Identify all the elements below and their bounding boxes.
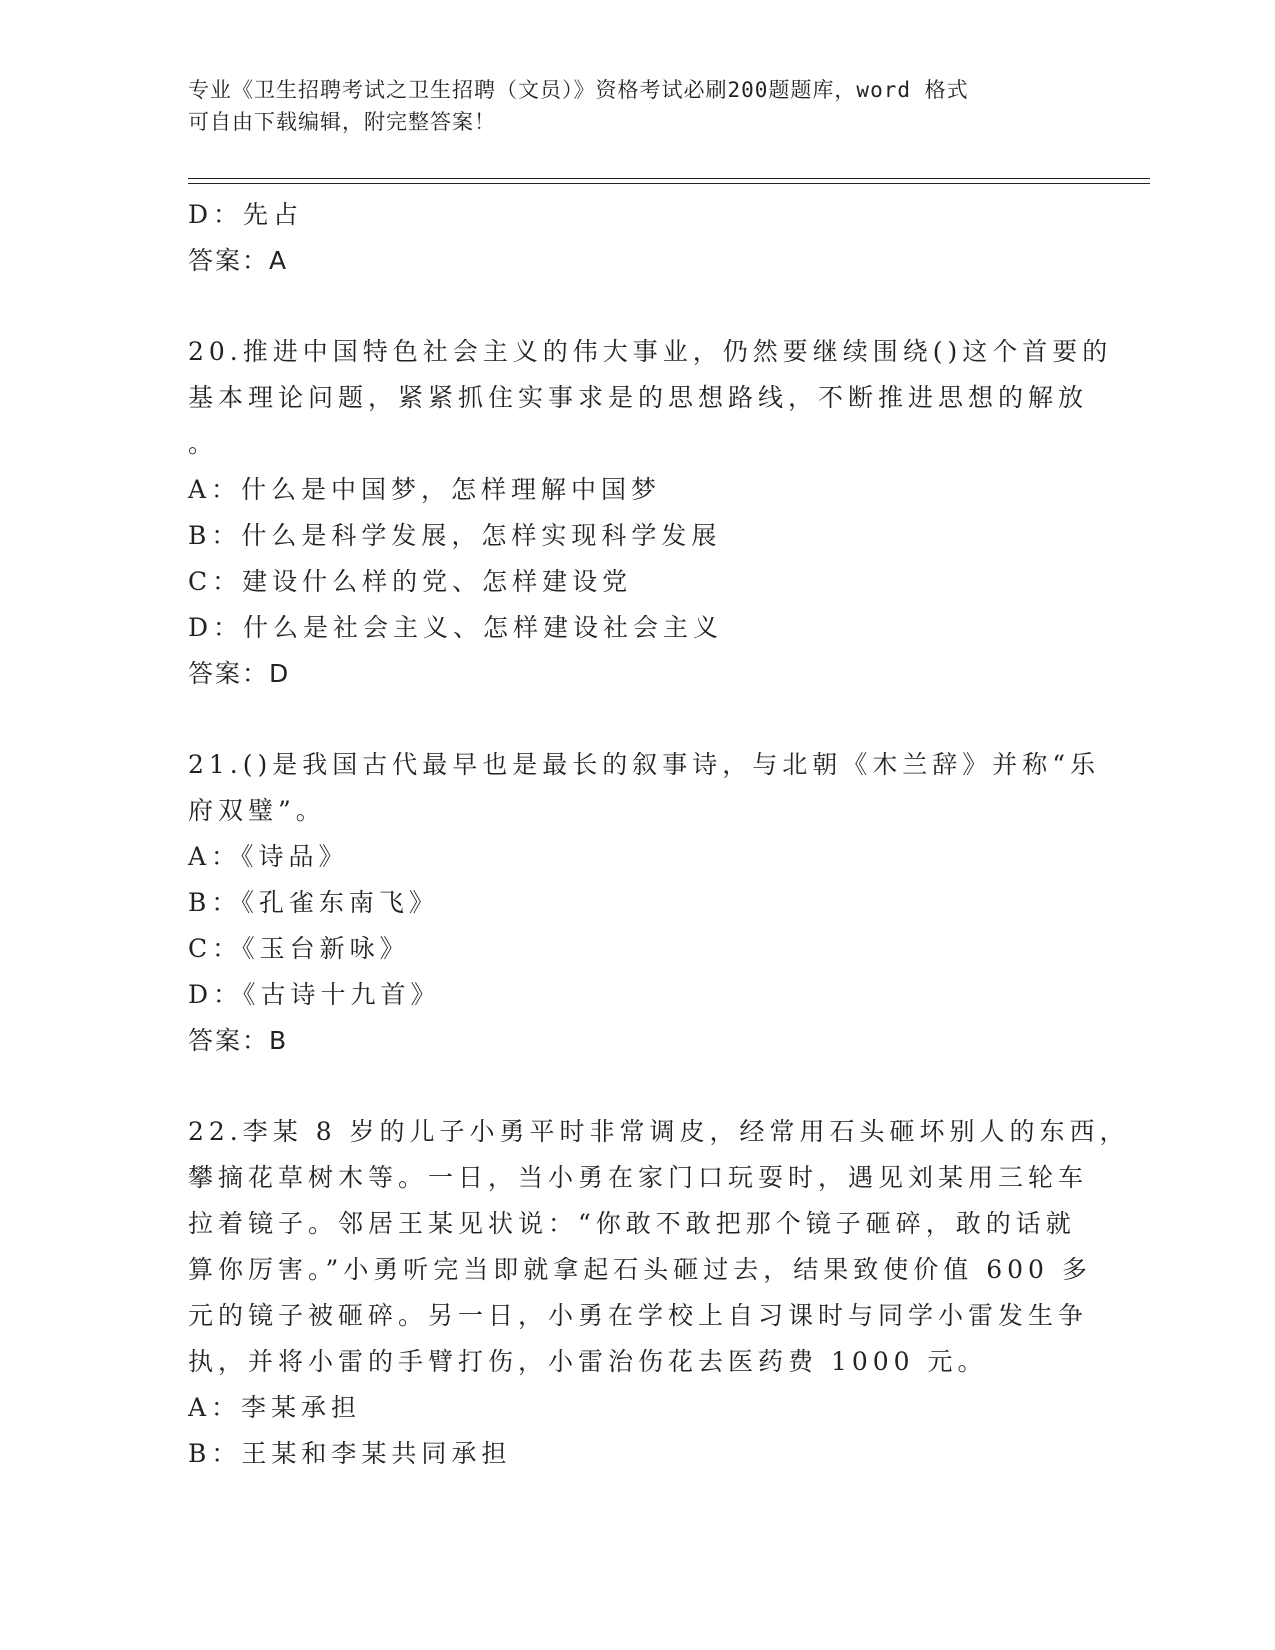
header-line-2: 可自由下载编辑，附完整答案！: [188, 110, 496, 134]
question-22-text-line: 执，并将小雷的手臂打伤，小雷治伤花去医药费 1000 元。: [188, 1347, 988, 1376]
question-content: [188, 192, 1130, 1477]
question-22-text-line: 攀摘花草树木等。一日，当小勇在家门口玩耍时，遇见刘某用三轮车: [188, 1163, 1089, 1192]
spacer: [188, 284, 1088, 329]
question-21-option-a: A：《诗品》: [188, 842, 349, 871]
spacer: [188, 1064, 1088, 1109]
question-20-answer: 答案：D: [188, 659, 291, 688]
spacer: [188, 697, 1088, 742]
question-21-answer: 答案：B: [188, 1026, 289, 1055]
question-20-option-c: C：建设什么样的党、怎样建设党: [188, 567, 633, 596]
question-20-text-line: 基本理论问题，紧紧抓住实事求是的思想路线，不断推进思想的解放: [188, 383, 1089, 412]
question-20-option-d: D：什么是社会主义、怎样建设社会主义: [188, 613, 724, 642]
question-21-option-d: D：《古诗十九首》: [188, 980, 441, 1009]
question-21-text-line: 府双璧”。: [188, 796, 326, 825]
question-22: [188, 1109, 1130, 1477]
question-22-text-line: 拉着镜子。邻居王某见状说：“你敢不敢把那个镜子砸碎，敢的话就: [188, 1209, 1076, 1238]
question-22-text-line: 算你厉害。”小勇听完当即就拿起石头砸过去，结果致使价值 600 多: [188, 1255, 1092, 1284]
question-20-text-line: 20.推进中国特色社会主义的伟大事业，仍然要继续围绕()这个首要的: [188, 337, 1113, 366]
question-22-option-b: B：王某和李某共同承担: [188, 1439, 512, 1468]
question-22-text-line: 元的镜子被砸碎。另一日，小勇在学校上自习课时与同学小雷发生争: [188, 1301, 1089, 1330]
question-20-option-a: A：什么是中国梦，怎样理解中国梦: [188, 475, 662, 504]
header-rule-top: [188, 178, 1150, 179]
question-22-text-line: 22.李某 8 岁的儿子小勇平时非常调皮，经常用石头砸坏别人的东西，: [188, 1117, 1130, 1146]
question-20-text-line: 。: [188, 429, 219, 458]
question-22-option-a: A：李某承担: [188, 1393, 362, 1422]
document-header: [188, 74, 1088, 138]
question-20-option-b: B：什么是科学发展，怎样实现科学发展: [188, 521, 722, 550]
header-line-1: 专业《卫生招聘考试之卫生招聘（文员）》资格考试必刷200题题库，word 格式: [188, 78, 969, 102]
prev-option-d: D：先占: [188, 200, 304, 229]
header-rule-bottom: [188, 183, 1150, 184]
prev-answer: 答案：A: [188, 246, 289, 275]
question-21-text-line: 21.()是我国古代最早也是最长的叙事诗，与北朝《木兰辞》并称“乐: [188, 750, 1101, 779]
question-21: [188, 742, 1101, 1064]
question-20: [188, 329, 1113, 697]
question-21-option-b: B：《孔雀东南飞》: [188, 888, 439, 917]
question-21-option-c: C：《玉台新咏》: [188, 934, 410, 963]
